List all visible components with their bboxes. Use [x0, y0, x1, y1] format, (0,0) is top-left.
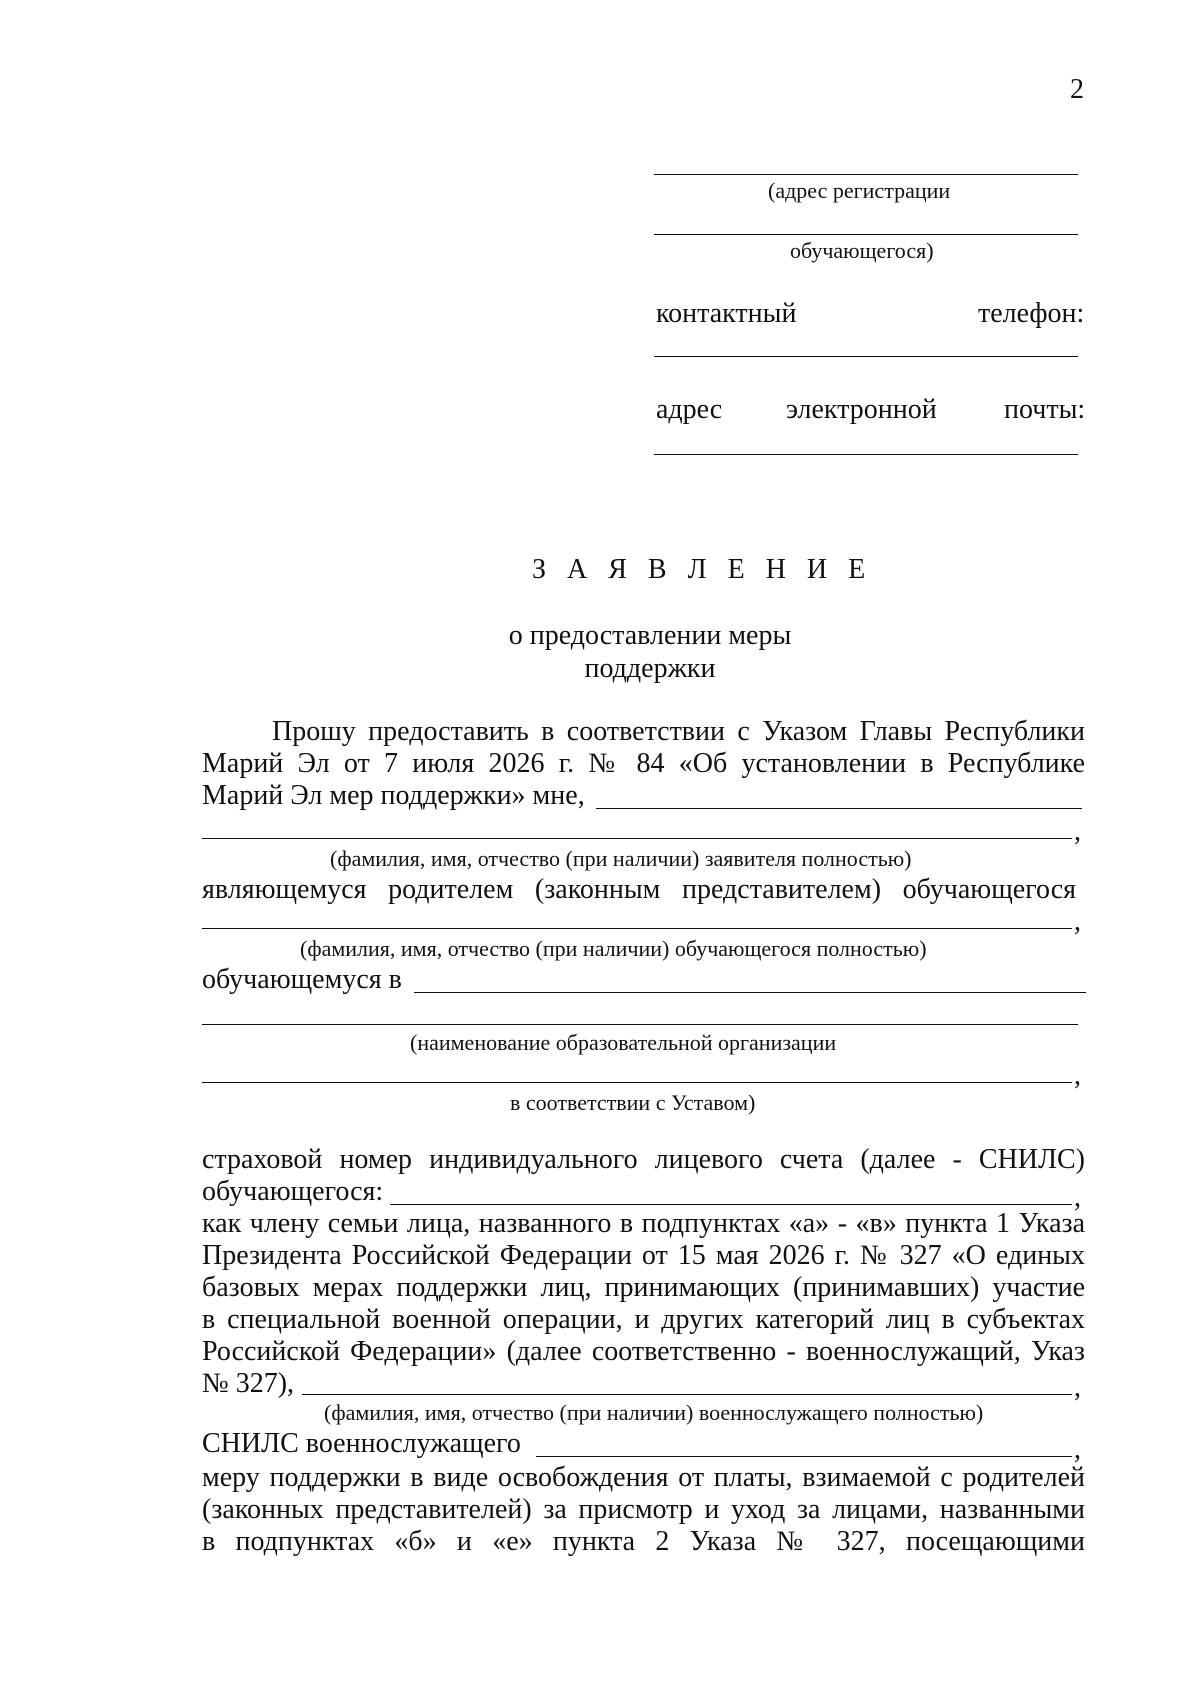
organization-field-3[interactable]	[202, 1082, 1072, 1083]
address-field-line-2[interactable]	[654, 234, 1078, 235]
body-line: Президента Российской Федерации от 15 мая 2026 г. № 327 «О единых	[202, 1240, 1085, 1271]
phone-label-word1: контактный	[656, 298, 797, 329]
body-line: как члену семьи лица, названного в подпунктах «а» - «в» пункта 1 Указа	[202, 1208, 1085, 1239]
address-caption-2: обучающегося)	[790, 238, 934, 263]
body-line: в специальной военной операции, и других категорий лиц в субъектах	[202, 1304, 1085, 1335]
body-line: СНИЛС военнослужащего	[202, 1428, 521, 1459]
student-name-field[interactable]	[202, 928, 1072, 929]
body-line: в подпунктах «б» и «е» пункта 2 Указа № 327, посещающими	[202, 1526, 1085, 1557]
organization-caption-1: (наименование образовательной организации	[410, 1030, 837, 1055]
body-line: Прошу предоставить в соответствии с Указом Главы Республики	[272, 716, 1085, 747]
body-line: обучающегося:	[202, 1176, 384, 1207]
body-line: Марий Эл от 7 июля 2026 г. № 84 «Об установлении в Республике	[202, 748, 1085, 779]
body-line: страховой номер индивидуального лицевого счета (далее - СНИЛС)	[202, 1144, 1085, 1175]
email-label-word1: адрес	[656, 394, 723, 425]
document-subtitle-line1: о предоставлении меры	[508, 620, 792, 651]
serviceman-caption: (фамилия, имя, отчество (при наличии) военнослужащего полностью)	[324, 1400, 984, 1425]
email-field-line[interactable]	[654, 454, 1078, 455]
organization-caption-2: в соответствии с Уставом)	[510, 1090, 756, 1115]
body-line: (законных представителей) за присмотр и уход за лицами, названными	[202, 1494, 1085, 1525]
comma: ,	[1074, 1182, 1081, 1213]
serviceman-snils-field[interactable]	[536, 1456, 1072, 1457]
applicant-caption: (фамилия, имя, отчество (при наличии) заявителя полностью)	[330, 846, 912, 871]
comma: ,	[1074, 906, 1081, 937]
body-line: меру поддержки в виде освобождения от платы, взимаемой с родителей	[202, 1462, 1085, 1493]
body-line: являющемуся родителем (законным представителем) обучающегося	[202, 874, 1076, 905]
document-title: З А Я В Л Е Н И Е	[532, 554, 873, 585]
applicant-name-field-2[interactable]	[202, 838, 1072, 839]
body-line: базовых мерах поддержки лиц, принимающих (принимавших) участие	[202, 1272, 1085, 1303]
email-label-word2: электронной	[786, 394, 937, 425]
comma: ,	[1074, 1060, 1081, 1091]
student-snils-field[interactable]	[390, 1204, 1072, 1205]
body-line: Марий Эл мер поддержки» мне,	[202, 780, 585, 811]
body-line: Российской Федерации» (далее соответственно - военнослужащий, Указ	[202, 1336, 1085, 1367]
email-label-word3: почты:	[1004, 394, 1086, 425]
page-number: 2	[1070, 74, 1084, 105]
organization-field-2[interactable]	[202, 1024, 1078, 1025]
comma: ,	[1074, 1372, 1081, 1403]
address-caption-1: (адрес регистрации	[768, 178, 951, 203]
phone-field-line[interactable]	[654, 356, 1078, 357]
applicant-name-field-1[interactable]	[596, 808, 1082, 809]
body-line: № 327),	[202, 1368, 295, 1399]
comma: ,	[1074, 816, 1081, 847]
comma: ,	[1074, 1434, 1081, 1465]
organization-field-1[interactable]	[414, 992, 1086, 993]
serviceman-name-field[interactable]	[302, 1394, 1072, 1395]
address-field-line-1[interactable]	[654, 174, 1078, 175]
student-caption: (фамилия, имя, отчество (при наличии) обучающегося полностью)	[300, 936, 927, 961]
phone-label-word2: телефон:	[978, 298, 1085, 329]
body-line: обучающемуся в	[202, 964, 402, 995]
document-subtitle-line2: поддержки	[584, 653, 716, 684]
